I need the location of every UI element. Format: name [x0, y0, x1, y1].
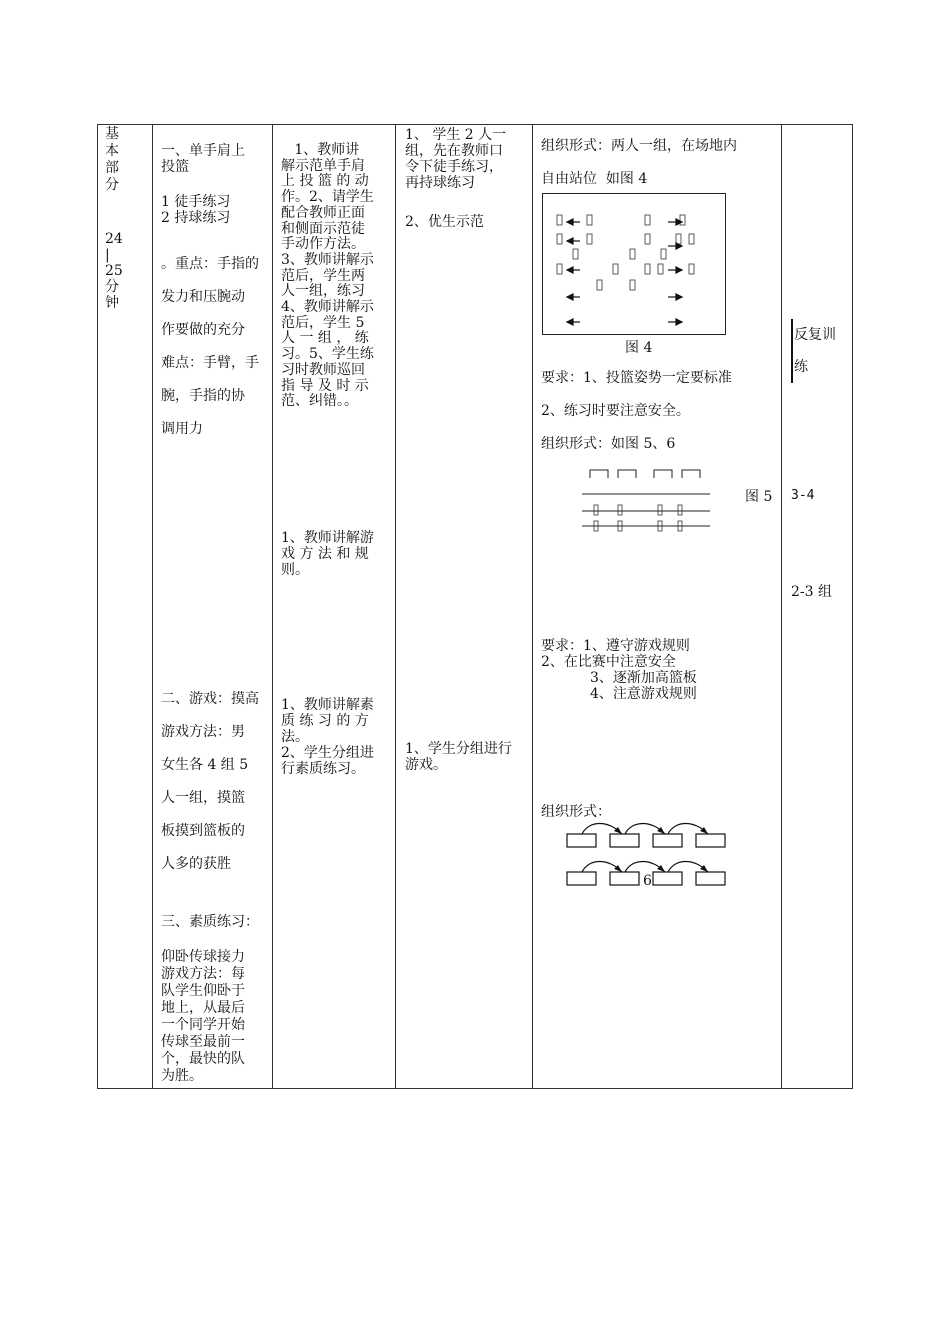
- sets-count-1: 3-4: [791, 488, 815, 503]
- requirements-1: 要求：1、投篮姿势一定要标准 2、练习时要注意安全。 组织形式：如图 5、6: [541, 370, 732, 452]
- column-divider: [152, 125, 153, 1088]
- requirements-2-line-1: 要求：1、遵守游戏规则: [541, 638, 690, 654]
- teacher-instructions-1: 1、教师讲 解示范单手肩 上 投 篮 的 动 作。2、请学生 配合教师正面 和侧面示范徒 手动作方法。 3、教师讲解示 范后，学生两 人一组，练习 4、教师讲解示 范后，学生 5 人 一 组 ， 练 习。5、学生练 习时教师巡回 指 导 及 时 示 范、纠错。。: [281, 142, 374, 410]
- key-points: 。重点：手指的 发力和压腕动 作要做的充分 难点：手臂，手 腕，手指的协 调用力: [161, 256, 259, 437]
- student-activity-1: 1、 学生 2 人一 组，先在教师口 令下徒手练习， 再持球练习: [405, 127, 507, 191]
- section3-title: 三、素质练习：: [161, 914, 259, 930]
- column-divider: [532, 125, 533, 1088]
- part-label: 基 本 部 分: [105, 126, 119, 193]
- section2-game: 二、游戏：摸高 游戏方法：男 女生各 4 组 5 人一组，摸篮 板摸到篮板的 人多的获胜: [161, 691, 259, 872]
- organization-form-3: 组织形式：: [541, 804, 611, 820]
- figure-6-label: 6: [643, 873, 652, 889]
- column-divider: [395, 125, 396, 1088]
- repeat-training: 反复训 练: [791, 319, 851, 383]
- requirements-2-line-2: 2、在比赛中注意安全: [541, 654, 676, 670]
- figure-5-diagram: [578, 466, 712, 536]
- teacher-instructions-3: 1、教师讲解素 质 练 习 的 方 法。 2、学生分组进 行素质练习。: [281, 697, 374, 777]
- student-activity-2: 2、优生示范: [405, 214, 484, 230]
- requirements-2-line-3: 3、逐渐加高篮板: [590, 670, 697, 686]
- section1-title: 一、单手肩上 投篮: [161, 143, 245, 175]
- student-activity-3: 1、学生分组进行 游戏。: [405, 741, 512, 773]
- requirements-2-line-4: 4、注意游戏规则: [590, 686, 697, 702]
- column-divider: [781, 125, 782, 1088]
- section3-body: 仰卧传球接力 游戏方法：每 队学生仰卧于 地上，从最后 一个同学开始 传球至最前一 个，最快的队 为胜。: [161, 949, 245, 1084]
- figure-4-caption: 图 4: [625, 340, 653, 356]
- sets-count-2: 2-3 组: [791, 584, 832, 600]
- time-label: 24 | 25 分 钟: [105, 231, 123, 311]
- section1-items: 1 徒手练习 2 持球练习: [161, 194, 231, 226]
- figure-4-diagram: [542, 193, 726, 336]
- figure-5-caption: 图 5: [745, 489, 773, 505]
- organization-form-1: 组织形式：两人一组，在场地内 自由站位 如图 4: [541, 138, 737, 187]
- teacher-instructions-2: 1、教师讲解游 戏 方 法 和 规 则。: [281, 530, 374, 578]
